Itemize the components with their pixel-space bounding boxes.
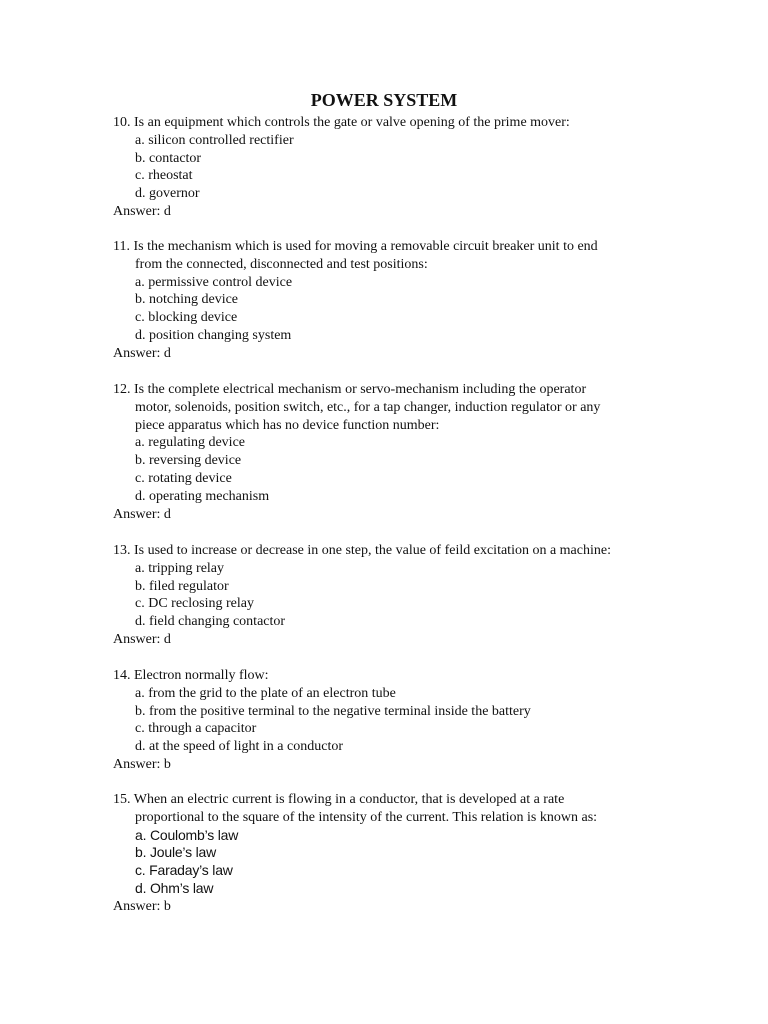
option-b: b. Joule’s law (135, 844, 216, 861)
page-title: POWER SYSTEM (310, 90, 458, 110)
option-a: a. Coulomb’s law (135, 826, 239, 843)
question-14 (113, 667, 673, 774)
option-d: d. operating mechanism (135, 488, 270, 504)
answer-text: Answer: d (113, 506, 171, 522)
option-a: a. tripping relay (135, 560, 225, 576)
option-c: c. blocking device (135, 310, 238, 326)
option-d: d. field changing contactor (135, 614, 286, 630)
question-text: 13. Is used to increase or decrease in one step, the value of feild excitation on a machine: (113, 543, 611, 558)
answer-text: Answer: d (113, 203, 171, 219)
question-10 (113, 114, 673, 221)
option-c: c. DC reclosing relay (135, 596, 254, 612)
option-d: d. at the speed of light in a conductor (135, 739, 343, 755)
question-15 (113, 791, 673, 916)
answer-text: Answer: d (113, 345, 171, 361)
option-a: a. permissive control device (135, 274, 293, 290)
question-text-continued: from the connected, disconnected and test positions: (135, 256, 428, 272)
option-d: d. position changing system (135, 327, 292, 343)
option-b: b. notching device (135, 292, 239, 308)
option-d: d. governor (135, 186, 200, 202)
option-a: a. silicon controlled rectifier (135, 132, 294, 148)
question-11 (113, 238, 673, 363)
option-c: c. Faraday’s law (135, 862, 233, 879)
question-13 (113, 542, 673, 649)
option-b: b. contactor (135, 150, 202, 166)
option-b: b. reversing device (135, 453, 242, 469)
question-text-continued: piece apparatus which has no device function number: (135, 417, 440, 433)
question-text-continued: motor, solenoids, position switch, etc., for a tap changer, induction regulator or any (135, 399, 601, 415)
question-text: 11. Is the mechanism which is used for moving a removable circuit breaker unit to end (113, 239, 598, 254)
option-b: b. filed regulator (135, 578, 229, 594)
option-d: d. Ohm’s law (135, 879, 214, 896)
answer-text: Answer: b (113, 898, 171, 914)
question-text: 14. Electron normally flow: (113, 668, 269, 683)
question-text: 15. When an electric current is flowing in a conductor, that is developed at a rate (113, 792, 565, 807)
answer-text: Answer: d (113, 631, 171, 647)
option-a: a. regulating device (135, 435, 246, 451)
option-c: c. rheostat (135, 168, 193, 184)
option-c: c. through a capacitor (135, 721, 257, 737)
question-text-continued: proportional to the square of the intensity of the current. This relation is known as: (135, 809, 598, 825)
question-text: 10. Is an equipment which controls the gate or valve opening of the prime mover: (113, 115, 570, 130)
question-12 (113, 381, 673, 523)
answer-text: Answer: b (113, 756, 171, 772)
option-b: b. from the positive terminal to the negative terminal inside the battery (135, 703, 531, 719)
option-a: a. from the grid to the plate of an electron tube (135, 685, 396, 701)
option-c: c. rotating device (135, 470, 232, 486)
question-text: 12. Is the complete electrical mechanism or servo-mechanism including the operator (113, 382, 587, 397)
